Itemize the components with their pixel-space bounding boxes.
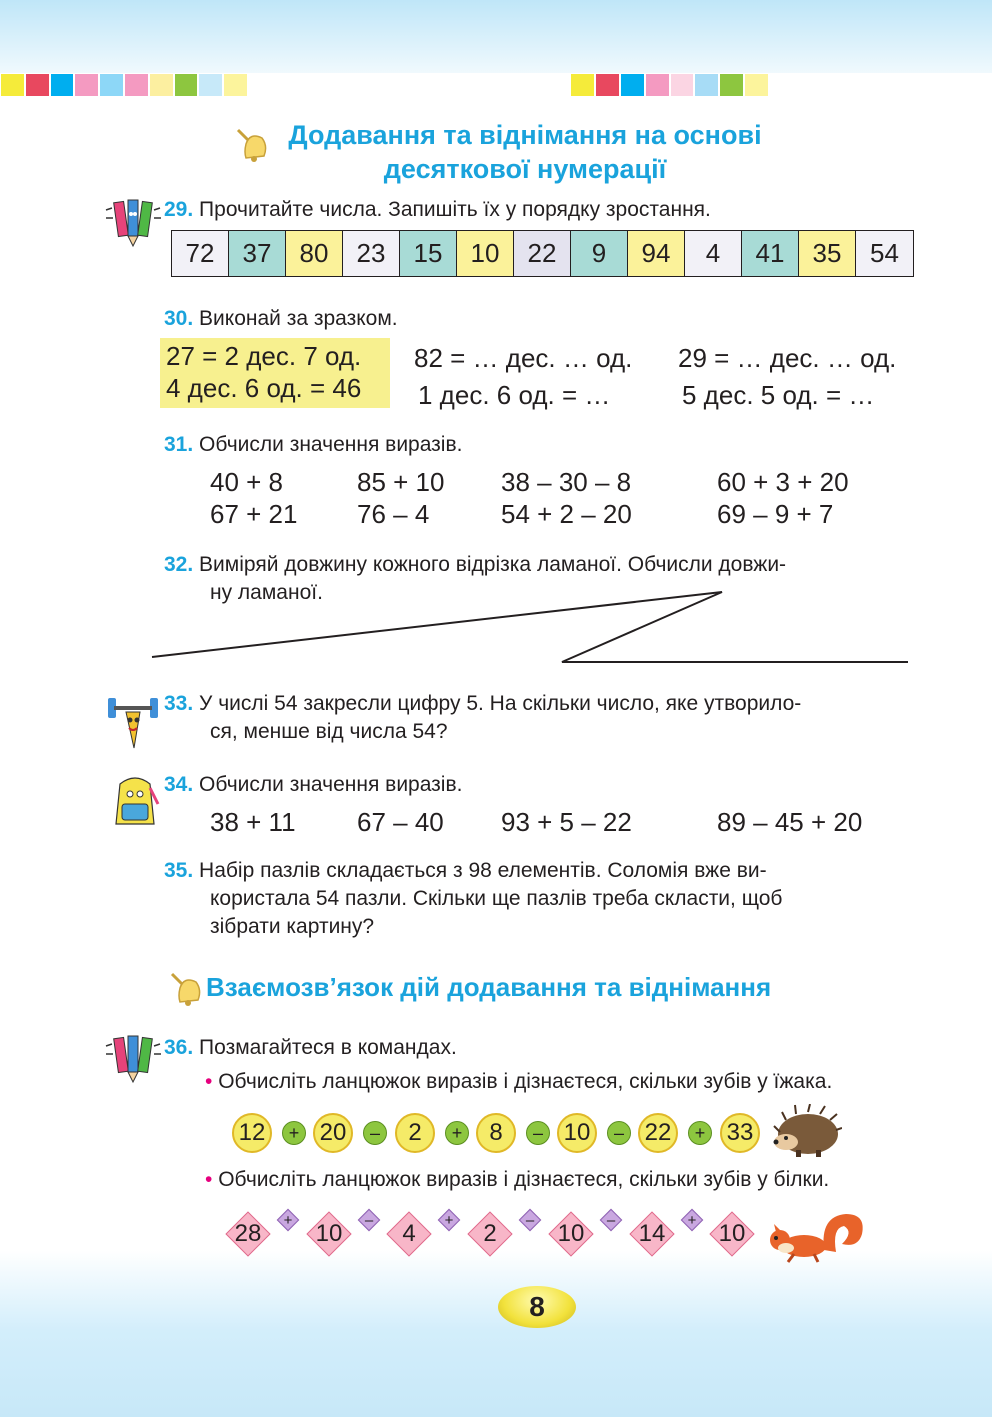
number-cell: 72 [172, 231, 229, 276]
expression: 60 + 3 + 20 [717, 467, 849, 497]
task-32-text-2: ну ламаної. [210, 581, 323, 604]
number-cell: 37 [229, 231, 286, 276]
squirrel-icon [762, 1210, 868, 1266]
expression: 40 + 8 [210, 467, 284, 497]
hedgehog-icon [772, 1104, 842, 1158]
task-35-prompt [164, 857, 908, 941]
chain-value-label: 10 [557, 1220, 585, 1247]
operator-label: – [525, 1212, 535, 1229]
task-36-text: Позмагайтеся в командах. [199, 1036, 457, 1059]
expression: 85 + 10 [357, 467, 445, 497]
operator-label: – [606, 1212, 616, 1229]
number-cell: 35 [799, 231, 856, 276]
operator-label: + [444, 1212, 454, 1229]
chain-value-circle: 2 [395, 1113, 435, 1153]
number-cell: 9 [571, 231, 628, 276]
task-33-number: 33. [164, 692, 194, 715]
operator-label: + [687, 1212, 697, 1229]
exercise-30-3: 1 дес. 6 од. = … [418, 380, 611, 410]
chain-value-circle: 12 [232, 1113, 272, 1153]
expression: 67 + 21 [210, 499, 298, 529]
task-35-text-3: зібрати картину? [210, 915, 375, 938]
chain-value-label: 28 [234, 1220, 262, 1247]
task-31-text: Обчисли значення виразів. [199, 433, 463, 456]
plus-operator: + [282, 1121, 306, 1145]
sample-line-2: 4 дес. 6 од. = 46 [166, 373, 362, 403]
task-32-number: 32. [164, 553, 194, 576]
chain-value-circle: 22 [638, 1113, 678, 1153]
task-32-text: Виміряй довжину кожного відрізка ламаної. Обчисли довжи- [199, 553, 787, 576]
chain-value-label: 10 [315, 1220, 343, 1247]
bell-icon [166, 968, 206, 1008]
number-cell: 22 [514, 231, 571, 276]
bullet-2-text: Обчисліть ланцюжок виразів і дізнаєтеся, скільки зубів у білки. [218, 1168, 830, 1191]
exercise-30-1: 82 = … дес. … од. [414, 343, 633, 373]
number-cell: 41 [742, 231, 799, 276]
expression: 54 + 2 – 20 [501, 499, 632, 529]
bullet-item-1 [205, 1068, 925, 1096]
task-33-text-2: ся, менше від числа 54? [210, 720, 448, 743]
chain-value-circle: 33 [720, 1113, 760, 1153]
number-cell: 54 [856, 231, 913, 276]
number-cell: 23 [343, 231, 400, 276]
expression: 69 – 9 + 7 [717, 499, 834, 529]
dumbbell-character-icon [104, 688, 162, 752]
minus-operator: – [526, 1121, 550, 1145]
minus-operator: – [363, 1121, 387, 1145]
bullet-1-text: Обчисліть ланцюжок виразів і дізнаєтеся, скільки зубів у їжака. [218, 1070, 833, 1093]
task-30-text: Виконай за зразком. [199, 307, 398, 330]
expression: 89 – 45 + 20 [717, 807, 863, 837]
operator-label: – [364, 1212, 374, 1229]
number-cell: 94 [628, 231, 685, 276]
task-34-number: 34. [164, 773, 194, 796]
task-34-prompt [164, 771, 924, 799]
chain-value-circle: 8 [476, 1113, 516, 1153]
bullet-icon: • [205, 1168, 213, 1191]
task-35-number: 35. [164, 859, 194, 882]
number-cell: 15 [400, 231, 457, 276]
chain-value-label: 4 [402, 1220, 416, 1247]
operator-label: + [283, 1212, 293, 1229]
task-36-prompt [164, 1034, 924, 1062]
pencils-icon [102, 1032, 162, 1084]
expression: 76 – 4 [357, 499, 430, 529]
task-36-number: 36. [164, 1036, 194, 1059]
number-cell: 4 [685, 231, 742, 276]
page-number: 8 [498, 1286, 576, 1328]
expression: 93 + 5 – 22 [501, 807, 632, 837]
minus-operator: – [607, 1121, 631, 1145]
plus-operator: + [688, 1121, 712, 1145]
expression: 38 + 11 [210, 807, 296, 837]
task-29-number: 29. [164, 198, 194, 221]
chain-value-label: 10 [718, 1220, 746, 1247]
heading-line-2: десяткової нумерації [383, 154, 667, 184]
task-35-text: Набір пазлів складається з 98 елементів. Соломія вже ви- [199, 859, 767, 882]
exercise-30-2: 29 = … дес. … од. [678, 343, 897, 373]
task-33-text: У числі 54 закресли цифру 5. На скільки число, яке утворило- [199, 692, 802, 715]
plus-operator: + [445, 1121, 469, 1145]
chain-value-circle: 10 [557, 1113, 597, 1153]
task-30-number: 30. [164, 307, 194, 330]
backpack-icon [106, 774, 164, 830]
task-33-prompt [164, 690, 924, 746]
exercise-30-4: 5 дес. 5 од. = … [682, 380, 875, 410]
chain-value-label: 2 [483, 1220, 497, 1247]
expression: 38 – 30 – 8 [501, 467, 632, 497]
bullet-item-2 [205, 1166, 925, 1194]
sample-line-1: 27 = 2 дес. 7 од. [166, 341, 362, 371]
broken-line-figure [0, 0, 992, 700]
expression: 67 – 40 [357, 807, 444, 837]
number-cell: 10 [457, 231, 514, 276]
number-cell: 80 [286, 231, 343, 276]
task-29-text: Прочитайте числа. Запишіть їх у порядку зростання. [199, 198, 711, 221]
task-31-number: 31. [164, 433, 194, 456]
bullet-icon: • [205, 1070, 213, 1093]
section-heading-2: Взаємозв’язок дій додавання та віднімання [206, 972, 772, 1002]
chain-value-circle: 20 [313, 1113, 353, 1153]
chain-value-label: 14 [638, 1220, 666, 1247]
heading-line-1: Додавання та віднімання на основі [288, 120, 762, 150]
task-34-text: Обчисли значення виразів. [199, 773, 463, 796]
task-35-text-2: користала 54 пазли. Скільки ще пазлів треба скласти, щоб [210, 887, 783, 910]
